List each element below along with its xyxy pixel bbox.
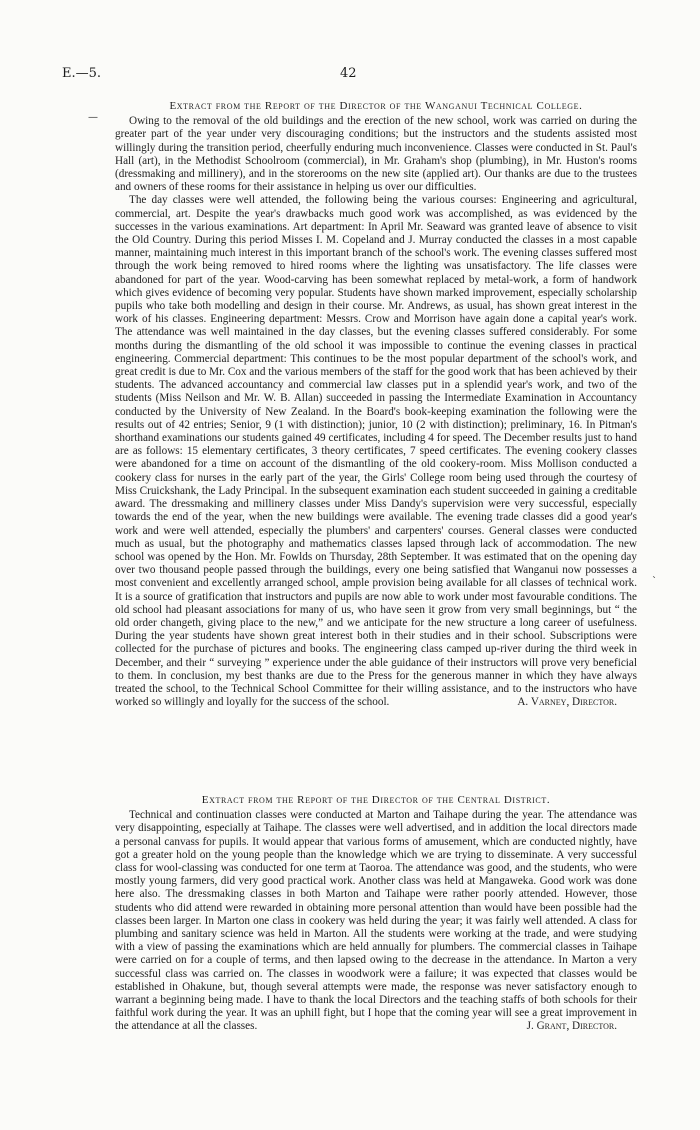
section-heading: Extract from the Report of the Director of the Wanganui Technical College.: [169, 100, 583, 112]
signature: A. Varney, Director.: [517, 696, 617, 709]
page-header-reference: E.—5.: [62, 66, 102, 81]
paragraph: [115, 194, 637, 709]
page-number: 42: [340, 66, 357, 81]
margin-mark: `: [652, 576, 657, 587]
paragraph-text: The day classes were well attended, the following being the various courses: Engineering and agricultural, commercial, art. Despite the year's drawbacks much good work was accomplished, as was evidenced by the successes in the various examinations. Art department: In April Mr. Seaward was granted leave of absence to visit the Old Country. During this period Misses I. M. Copeland and J. Murray conducted the classes in a most capable manner, maintaining much interest in this important branch of the school's work. The evening classes suffered most through the work being removed to hired rooms where the lighting was unsatisfactory. The life classes were abandoned for part of the year. Wood-carving has been somewhat replaced by metal-work, a form of handwork which gives evidence of becoming very popular. Students have shown marked improvement, especially scholarship pupils who take both modelling and design in their course. Mr. Andrews, as usual, has shown great interest in the work of his classes. Engineering department: Messrs. Crow and Morrison have again done a capital year's work. The attendance was well maintained in the day classes, but the evening classes suffered considerably. For some months during the dismantling of the old school it was impossible to continue the evening classes in practical engineering. Commercial department: This continues to be the most popular department of the school's work, and great credit is due to Mr. Cox and the various members of the staff for the good work that has been achieved by their students. The advanced accountancy and commercial law classes put in a splendid year's work, and two of the students (Miss Neilson and Mr. W. B. Allan) succeeded in passing the Intermediate Examination in Accountancy conducted by the University of New Zealand. In the Board's book-keeping examination the following were the results out of 42 entries; Senior, 9 (1 with distinction); junior, 10 (2 with distinction); preliminary, 16. In Pitman's shorthand examinations our students gained 49 certificates, including 4 for speed. The December results just to hand are as follows: 15 elementary certificates, 3 theory certificates, 7 speed certificates. The evening cookery classes were abandoned for a time on account of the dismantling of the old cookery-room. Miss Mollison conducted a cookery class for nurses in the early part of the year, the Girls' College room being used through the courtesy of Miss Cruickshank, the Lady Principal. In the subsequent examination each student succeeded in gaining a creditable award. The dressmaking and millinery classes under Miss Dandy's supervision were very successful, especially towards the end of the year, when the new buildings were available. The evening trade classes did a good year's work and were well attended, especially the plumbers' and carpenters' courses. General classes were conducted much as usual, but the photography and mathematics classes lapsed through lack of accommodation. The new school was opened by the Hon. Mr. Fowlds on Thursday, 28th September. It was estimated that on the opening day over two thousand people passed through the buildings, every one being satisfied that Wanganui now possesses a most convenient and excellently arranged school, ample provision being available for all classes of technical work. It is a source of gratification that instructors and pupils are now able to work under most favourable conditions. The old school had pleasant associations for many of us, who have seen it grow from very small beginnings, but “ the old order changeth, giving place to the new,” and we anticipate for the new structure a long career of usefulness. During the year students have shown great interest both in their studies and in their school. Subscriptions were collected for the purchase of pictures and books. The engineering class camped up-river during the third week in December, and their “ surveying ” experience under the able guidance of their instructors will prove very beneficial to them. In conclusion, my best thanks are due to the Press for the generous manner in which they have always treated the school, to the Technical School Committee for their willing assistance, and to the instructors who have worked so willingly and loyally for the success of the school.: [115, 194, 637, 709]
paragraph: Owing to the removal of the old buildings and the erection of the new school, work was carried on during the greater part of the year under very discouraging conditions; but the instructors and the students assisted most willingly during the transition period, cheerfully enduring much inconvenience. Classes were conducted in St. Paul's Hall (art), in the Methodist Schoolroom (commercial), in Mr. Graham's shop (plumbing), in Mr. Huston's rooms (dressmaking and millinery), and in the storerooms on the new site (applied art). Our thanks are due to the trustees and owners of these rooms for their assistance in helping us over our difficulties.: [115, 115, 637, 194]
paragraph-text: Technical and continuation classes were conducted at Marton and Taihape during the year. The attendance was very disappointing, especially at Taihape. The classes were well advertised, and in addition the local directors made a personal canvass for pupils. It would appear that various forms of amusement, which are conducted nightly, have got a greater hold on the young people than the knowledge which we are trying to disseminate. A very successful class for wool-classing was conducted for one term at Taoroa. The attendance was good, and the students, who were mostly young farmers, did very good practical work. Another class was held at Mangaweka. Good work was done here also. The dressmaking classes in both Marton and Taihape were rather poorly attended. However, those students who did attend were rewarded in obtaining more personal attention than would have been possible had the classes been larger. In Marton one class in cookery was held during the year; it was fairly well attended. A class for plumbing and sanitary science was held in Marton. All the students were working at the trade, and were studying with a view of passing the examinations which are held annually for plumbers. The commercial classes in Taihape were carried on for a couple of terms, and then lapsed owing to the decrease in the attendance. In Marton a very successful class was carried on. The classes in woodwork were a failure; it was expected that classes would be established in Ohakune, but, though several attempts were made, the response was never satisfactory enough to warrant a beginning being made. I have to thank the local Directors and the teaching staffs of both schools for their faithful work during the year. It was an uphill fight, but I hope that the coming year will see a great improvement in the attendance at all the classes.: [115, 809, 637, 1033]
section-heading: Extract from the Report of the Director of the Central District.: [201, 794, 551, 806]
paragraph: [115, 809, 637, 1033]
signature: J. Grant, Director.: [526, 1020, 617, 1033]
central-district-report-section: [115, 794, 637, 1034]
margin-mark: —: [88, 112, 98, 123]
wanganui-report-section: [115, 100, 637, 709]
